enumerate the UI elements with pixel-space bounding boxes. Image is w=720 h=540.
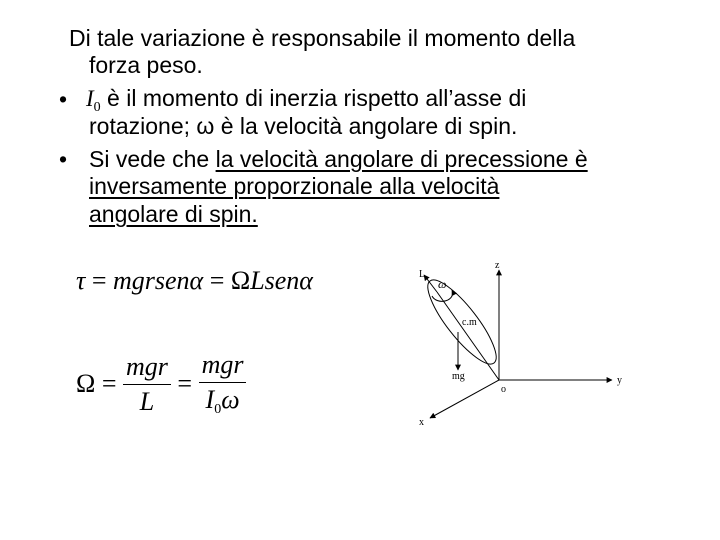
angular-momentum-label: L	[419, 269, 426, 280]
x-axis-label: x	[419, 417, 424, 428]
z-axis-label: z	[495, 260, 500, 271]
x-axis	[430, 380, 499, 418]
precession-equation: Ω = $\frac{\text{mgr}}{L}$ = $\frac{\text{mgr}}{I_0\omega}$	[76, 350, 246, 418]
y-axis-label: y	[617, 375, 622, 386]
bullet-1-line-1: $I_0$ è il momento di inerzia rispetto all’asse di	[86, 85, 527, 115]
inertia-symbol: $I_0$	[86, 86, 101, 115]
weight-label: mg	[452, 371, 465, 382]
center-of-mass-label: c.m	[462, 317, 477, 328]
bullet-2-line-1: Si vede che la velocità angolare di precessione è	[89, 146, 588, 172]
fraction-2: $\frac{\text{mgr}}{I_0\omega}$	[199, 350, 247, 418]
text-line-1: Di tale variazione è responsabile il momento della	[69, 25, 576, 51]
origin-label: o	[501, 384, 506, 395]
omega-label: ω	[438, 277, 447, 291]
bullet-1-line-2: rotazione; ω è la velocità angolare di spin.	[89, 113, 518, 139]
fraction-1: $\frac{\text{mgr}}{L}$	[123, 352, 171, 417]
bullet-2-marker: •	[59, 146, 68, 172]
text-line-2: forza peso.	[89, 52, 203, 78]
torque-equation: τ = mgrsenα = ΩLsenα	[76, 266, 313, 295]
bullet-1-marker: •	[59, 86, 68, 112]
bullet-2-line-2: inversamente proporzionale alla velocità	[89, 173, 500, 199]
bullet-2-line-3: angolare di spin.	[89, 201, 258, 227]
angular-momentum-vector	[424, 275, 437, 292]
